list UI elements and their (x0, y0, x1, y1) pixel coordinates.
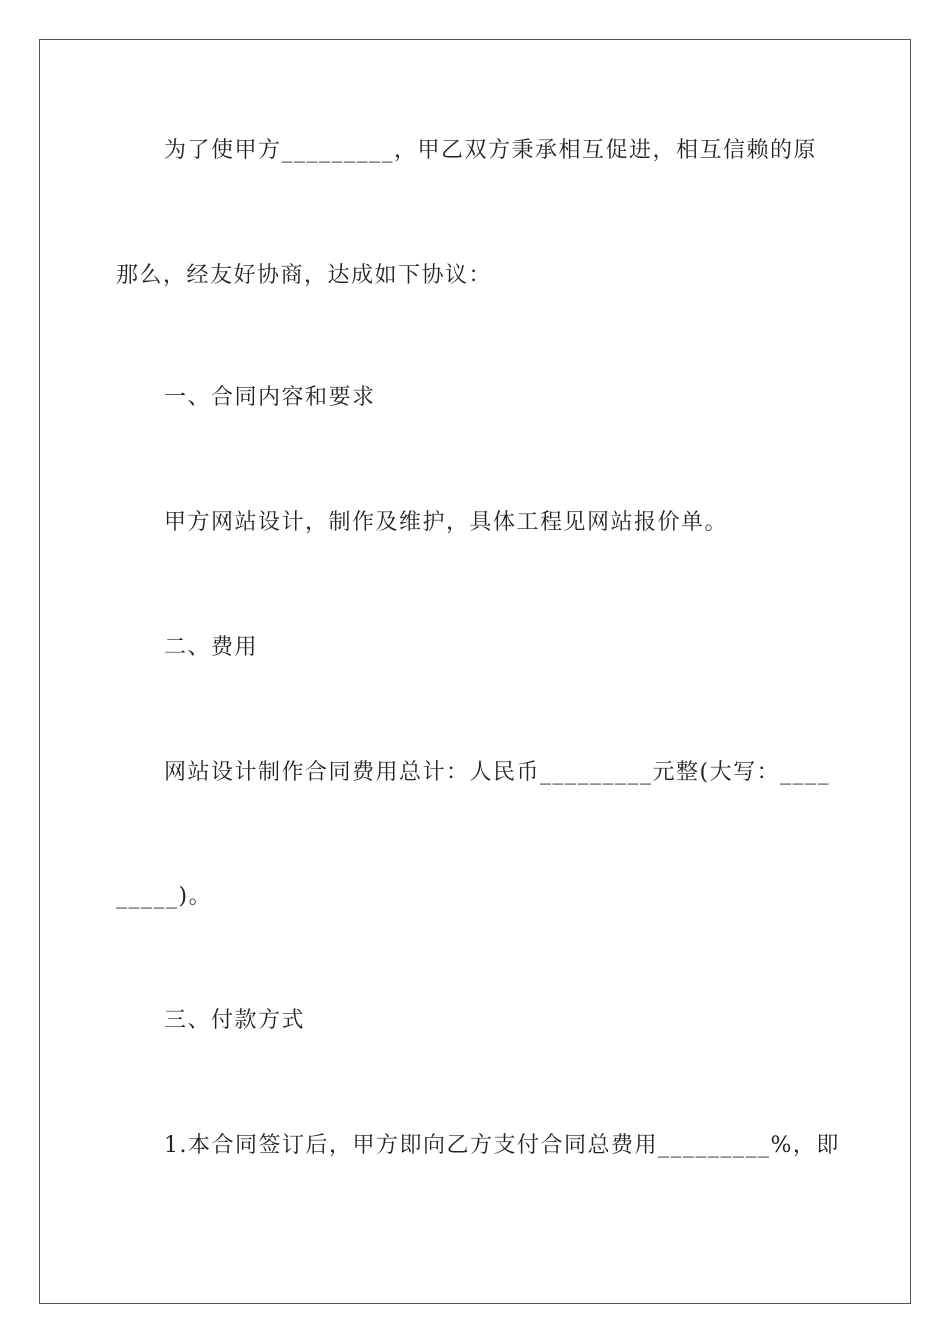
section-heading-2: 二、费用 (164, 635, 259, 660)
paragraph-content: 甲方网站设计，制作及维护，具体工程见网站报价单。 (164, 510, 729, 535)
section-heading-1: 一、合同内容和要求 (164, 385, 376, 410)
paragraph-intro-line-1: 为了使甲方_________，甲乙双方秉承相互促进，相互信赖的原 (164, 138, 818, 163)
paragraph-intro-line-2: 那么，经友好协商，达成如下协议： (116, 263, 493, 288)
section-heading-3: 三、付款方式 (164, 1008, 306, 1033)
page-border (39, 39, 911, 1304)
paragraph-payment-line-1: 1.本合同签订后，甲方即向乙方支付合同总费用_________%，即 (164, 1133, 840, 1158)
paragraph-fee-line-1: 网站设计制作合同费用总计：人民币_________元整(大写：____ (164, 760, 831, 785)
paragraph-fee-line-2: _____)。 (116, 884, 213, 909)
